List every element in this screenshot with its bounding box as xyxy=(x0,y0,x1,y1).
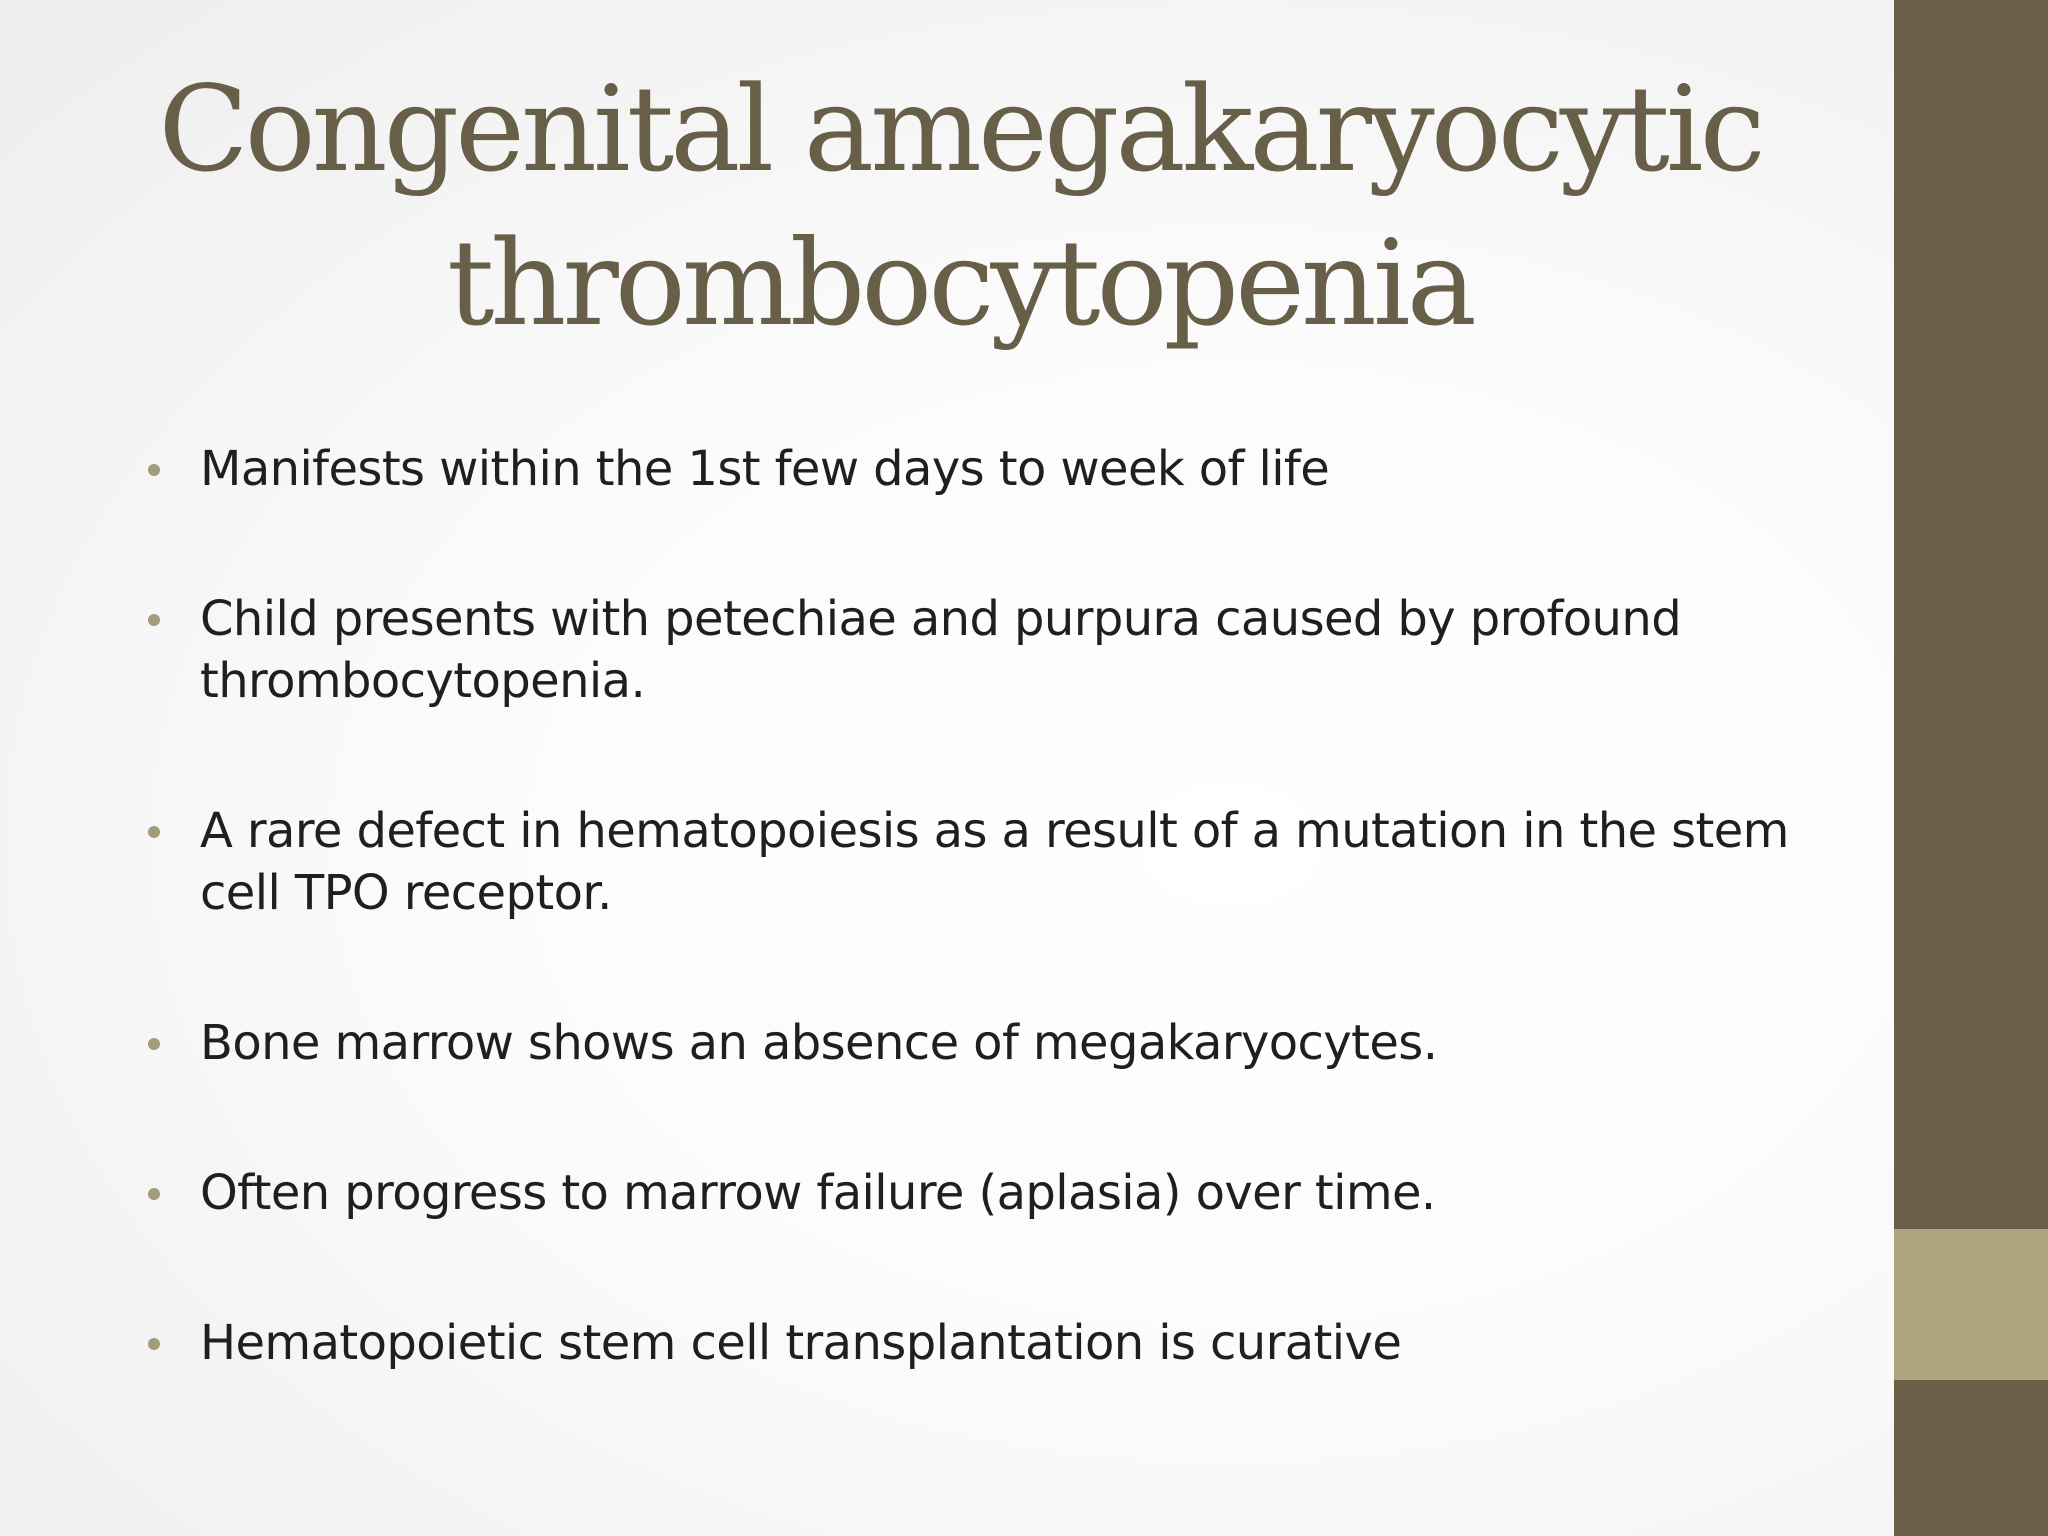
bullet-text: Bone marrow shows an absence of megakaryocytes. xyxy=(200,1015,1438,1071)
bullet-item xyxy=(148,1162,1840,1224)
bullet-marker-icon xyxy=(148,1038,160,1050)
bullet-item xyxy=(148,438,1840,500)
bullet-item xyxy=(148,800,1840,924)
sidebar-accent-block xyxy=(1894,1229,2048,1380)
bullet-marker-icon xyxy=(148,614,160,626)
bullet-text: A rare defect in hematopoiesis as a result of a mutation in the stem cell TPO receptor. xyxy=(200,803,1789,921)
bullet-text: Manifests within the 1st few days to week of life xyxy=(200,441,1330,497)
bullet-text: Hematopoietic stem cell transplantation is curative xyxy=(200,1315,1402,1371)
bullet-item xyxy=(148,1312,1840,1374)
slide-title xyxy=(90,52,1830,360)
bullet-item xyxy=(148,588,1840,712)
bullet-marker-icon xyxy=(148,826,160,838)
title-line-1: Congenital amegakaryocytic xyxy=(158,60,1762,198)
title-line-2: thrombocytopenia xyxy=(446,214,1473,352)
bullet-marker-icon xyxy=(148,1338,160,1350)
bullet-text: Child presents with petechiae and purpura caused by profound thrombocytopenia. xyxy=(200,591,1682,709)
bullet-marker-icon xyxy=(148,1188,160,1200)
bullet-marker-icon xyxy=(148,464,160,476)
bullet-item xyxy=(148,1012,1840,1074)
bullet-text: Often progress to marrow failure (aplasia) over time. xyxy=(200,1165,1436,1221)
